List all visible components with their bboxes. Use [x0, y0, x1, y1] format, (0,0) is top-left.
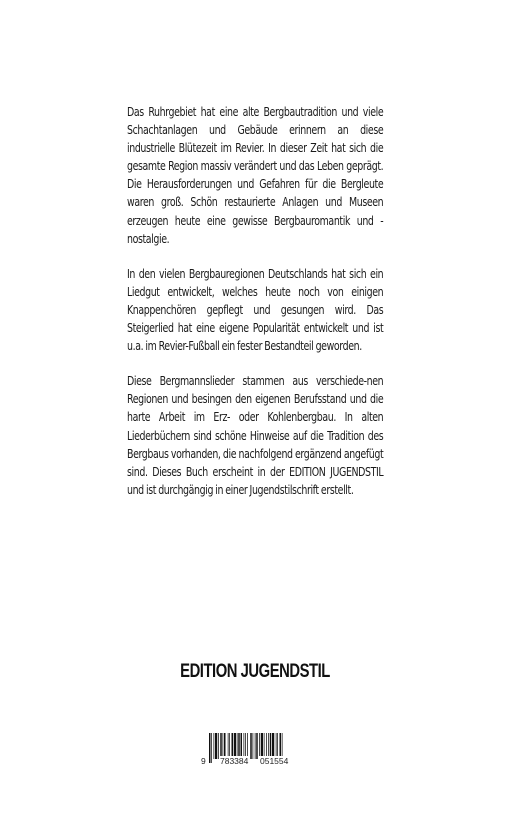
publisher-logo: EDITION JUGENDSTIL: [180, 661, 330, 682]
paragraph-2: In den vielen Bergbauregionen Deutschlands hat sich ein Liedgut entwickelt, welches heute noch von einigen Knappenchören gepflegt und gesungen wird. Das Steigerlied hat eine eigene Popularität entwickelt und ist u.a. im Revier-Fußball ein fester Bestandteil geworden.: [127, 266, 384, 354]
barcode-bar: [214, 733, 215, 759]
barcode-right-digits: 051554: [260, 756, 289, 766]
barcode-bar: [250, 733, 252, 759]
barcode-left-digits: 783384: [220, 756, 249, 766]
paragraph-3: Diese Bergmannslieder stammen aus verschiede-nen Regionen und besingen den eigenen Berufsstand und die harte Arbeit im Erz- oder Kohlenbergbau. In alten Liederbüchern sind schöne Hinweise auf die Tradition des Bergbaus vorhanden, die nachfolgend ergänzend angefügt sind. Dieses Buch erscheint in der EDITION JUGENDSTIL und ist durchgängig in einer Jugendstilschrift erstellt.: [127, 374, 384, 497]
barcode-bar: [255, 733, 256, 759]
barcode-bar: [211, 733, 212, 763]
barcode-bar: [253, 733, 254, 759]
barcode-lead-digit: 9: [201, 756, 206, 766]
isbn-barcode: [203, 733, 307, 767]
paragraph-1: Das Ruhrgebiet hat eine alte Bergbautradition und viele Schachtanlagen und Gebäude erinnern an diese industrielle Blütezeit im Revier. In dieser Zeit hat sich die gesamte Region massiv verändert und das Leben geprägt. Die Herausforderungen und Gefahren für die Bergleute waren groß. Schön restaurierte Anlagen und Museen erzeugen heute eine gewisse Bergbauromantik und -nostalgie.: [127, 105, 384, 246]
barcode-bar: [215, 733, 217, 759]
barcode-bar: [209, 733, 211, 763]
barcode-bar: [256, 733, 258, 759]
back-cover-text: [127, 103, 383, 516]
